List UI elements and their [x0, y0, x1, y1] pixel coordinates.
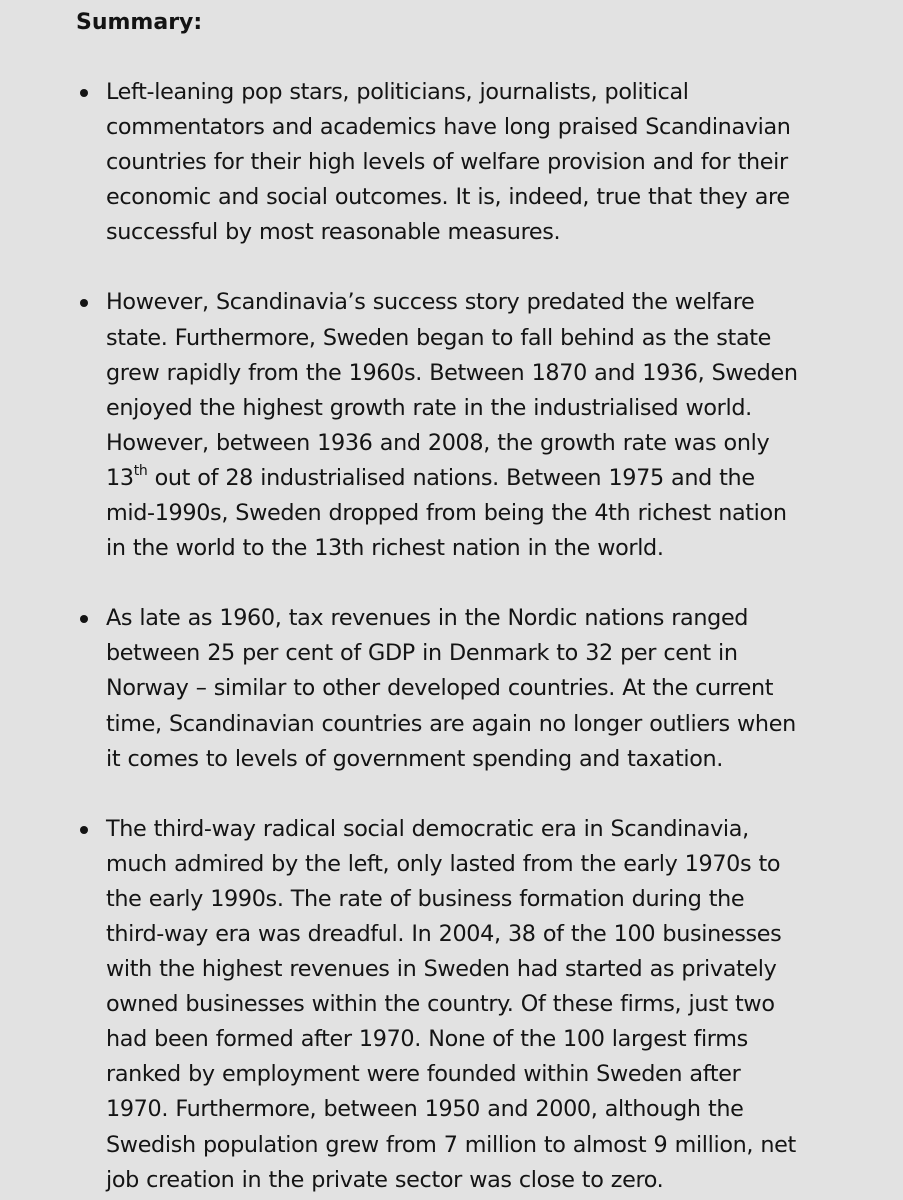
- text-line: much admired by the left, only lasted from the early 1970s to: [106, 850, 781, 877]
- text-line: economic and social outcomes. It is, indeed, true that they are: [106, 184, 790, 211]
- rank-sentence: out of 28 industrialised nations. Between 1975 and the: [147, 464, 755, 491]
- summary-bullet-list: [76, 75, 859, 1198]
- text-line: The third-way radical social democratic era in Scandinavia,: [106, 815, 749, 842]
- text-line: However, between 1936 and 2008, the growth rate was only: [106, 429, 770, 456]
- text-line-with-superscript: [106, 462, 755, 491]
- summary-heading: Summary:: [76, 10, 203, 35]
- text-line: However, Scandinavia’s success story predated the welfare: [106, 289, 755, 316]
- text-line: As late as 1960, tax revenues in the Nordic nations ranged: [106, 605, 749, 632]
- bullet-item-growth-history: [76, 285, 859, 566]
- text-line: Left-leaning pop stars, politicians, journalists, political: [106, 79, 689, 105]
- text-line: mid-1990s, Sweden dropped from being the 4th richest nation: [106, 500, 787, 527]
- text-line: Norway – similar to other developed countries. At the current: [106, 675, 774, 702]
- bullet-dot-icon: [80, 615, 88, 623]
- rank-number: 13: [106, 464, 134, 491]
- text-line: the early 1990s. The rate of business formation during the: [106, 885, 745, 912]
- text-line: time, Scandinavian countries are again no longer outliers when: [106, 710, 796, 737]
- text-line: had been formed after 1970. None of the 100 largest firms: [106, 1026, 748, 1053]
- text-line: it comes to levels of government spending and taxation.: [106, 745, 724, 772]
- bullet-text: [106, 601, 859, 776]
- rank-superscript: th: [133, 462, 148, 479]
- text-line: with the highest revenues in Sweden had started as privately: [106, 956, 777, 983]
- text-line: successful by most reasonable measures.: [106, 219, 561, 246]
- text-line: third-way era was dreadful. In 2004, 38 of the 100 businesses: [106, 920, 782, 947]
- text-line: commentators and academics have long praised Scandinavian: [106, 114, 791, 141]
- text-line: ranked by employment were founded within Sweden after: [106, 1061, 741, 1088]
- bullet-dot-icon: [80, 826, 88, 834]
- text-line: 1970. Furthermore, between 1950 and 2000, although the: [106, 1096, 744, 1123]
- text-line: Swedish population grew from 7 million to almost 9 million, net: [106, 1131, 796, 1158]
- bullet-dot-icon: [80, 299, 88, 307]
- bullet-item-tax-revenues: [76, 601, 859, 776]
- bullet-dot-icon: [80, 89, 88, 97]
- text-line: state. Furthermore, Sweden began to fall behind as the state: [106, 324, 772, 351]
- bullet-item-welfare-praise: [76, 75, 859, 250]
- text-line: grew rapidly from the 1960s. Between 1870 and 1936, Sweden: [106, 359, 798, 386]
- bullet-text: [106, 285, 859, 566]
- text-line: enjoyed the highest growth rate in the industrialised world.: [106, 394, 752, 421]
- text-line: in the world to the 13th richest nation in the world.: [106, 535, 664, 562]
- bullet-text: [106, 75, 859, 250]
- text-line: countries for their high levels of welfare provision and for their: [106, 149, 788, 176]
- bullet-text: [106, 812, 859, 1198]
- text-line: between 25 per cent of GDP in Denmark to 32 per cent in: [106, 640, 738, 667]
- bullet-item-third-way-era: [76, 812, 859, 1198]
- text-line: job creation in the private sector was close to zero.: [106, 1166, 664, 1193]
- text-line: owned businesses within the country. Of these firms, just two: [106, 991, 775, 1018]
